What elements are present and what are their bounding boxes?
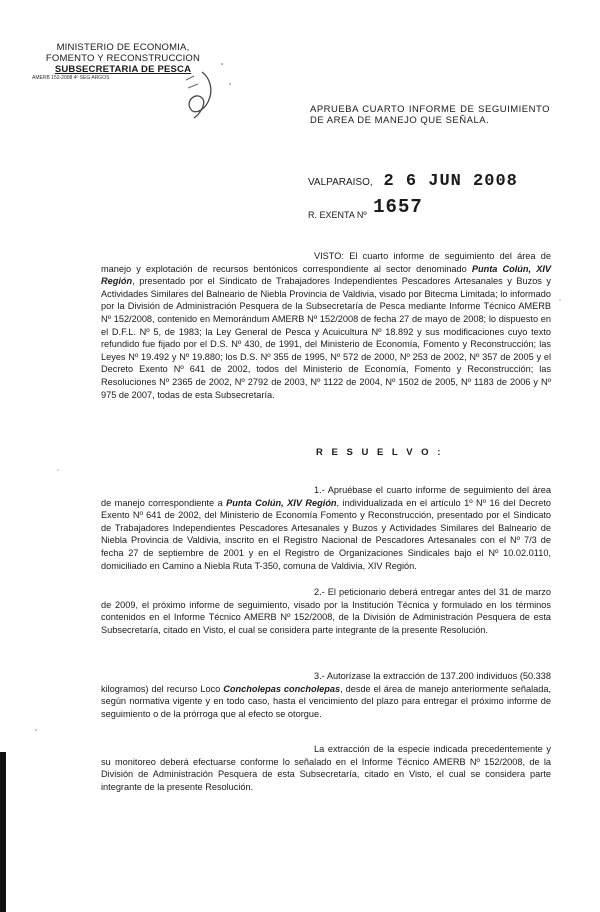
item-1-rest: , individualizada en el artículo 1º Nº 16 del Decreto Exento Nº 641 de 2002, del Ministerio de Economía Fomento y Reconstrucción, presentado por el Sindicato de Trabajadores Independientes Pescadores Artesanales y Buzos y Actividades Similares del Balneario de Niebla Provincia de Valdivia, inscrito en el Registro Nacional de Pescadores Artesanales con el Nº 7/3 de fecha 27 de septiembre de 2001 y en el Registro de Organizaciones Sindicales bajo el Nº 10.02.0110, domiciliado en Camino a Niebla Ruta T-350, comuna de Valdivia, XIV Región.	[101, 497, 552, 571]
item-1-place: Punta Colún, XIV Región	[226, 497, 337, 508]
item-3b-text: La extracción de la especie indicada precedentemente y su monitoreo deberá efectuarse conforme lo señalado en el Informe Técnico AMERB Nº 152/2008, de la División de Administración Pesquera de esta Subsecretaría, citado en Visto, el cual se considera parte integrante de la presente Resolución.	[101, 744, 551, 792]
date-place: VALPARAISO,	[308, 177, 373, 188]
ministry-line-1: MINISTERIO DE ECONOMIA,	[56, 42, 190, 53]
resolution-number-line	[308, 196, 423, 224]
visto-rest: , presentado por el Sindicato de Trabajadores Independientes Pescadores Artesanales y Buzos y Actividades Similares del Balneario de Niebla Provincia de Valdivia, visado por Bitecma Limitada; lo informado por la División de Administración Pesquera de la Subsecretaría de Pesca mediante Informe Técnico AMERB Nº 152/2008, contenido en Memorándum AMERB Nº 152/2008 de fecha 27 de mayo de 2008; lo dispuesto en el D.F.L. Nº 5, de 1983; la Ley General de Pesca y Acuicultura Nº 18.892 y sus modificaciones cuyo texto refundido fue fijado por el D.S. Nº 430, de 1991, del Ministerio de Economía, Fomento y Reconstrucción; las Leyes Nº 19.492 y Nº 19.880; los D.S. Nº 355 de 1995, Nº 572 de 2000, Nº 253 de 2002, Nº 357 de 2005 y el Decreto Exento Nº 641 de 2002, todos del Ministerio de Economía, Fomento y Reconstrucción; las Resoluciones Nº 2365 de 2002, Nº 2792 de 2003, Nº 1122 de 2004, Nº 1502 de 2005, Nº 1183 de 2006 y Nº 975 de 2007, todas de esta Subsecretaría.	[101, 276, 551, 400]
date-stamp: 2 6 JUN 2008	[383, 172, 518, 191]
date-line	[308, 172, 518, 191]
scan-edge-shadow	[0, 752, 6, 912]
ministry-line-2: FOMENTO Y RECONSTRUCCION	[45, 53, 201, 64]
resolution-label: R. EXENTA Nº	[308, 210, 367, 220]
reference-code: AMERB 152-2008 4º SEG ARGOS	[32, 75, 110, 81]
visto-paragraph	[101, 250, 551, 401]
subsecretaria-line: SUBSECRETARIA DE PESCA	[54, 64, 192, 75]
item-2-text: 2.- El peticionario deberá entregar antes del 31 de marzo de 2009, el próximo informe de seguimiento, visado por la Institución Técnica y formulado en los términos contenidos en el Informe Técnico AMERB Nº 152/2008, de la División de Administración Pesquera de esta Subsecretaría, citado en Visto, el cual se considera parte integrante de la presente Resolución.	[101, 587, 551, 635]
visto-place: Punta Colún, XIV Región	[101, 263, 552, 287]
resuelvo-heading: R E S U E L V O :	[316, 447, 444, 458]
resolution-subject: APRUEBA CUARTO INFORME DE SEGUIMIENTO DE AREA DE MANEJO QUE SEÑALA.	[310, 104, 550, 126]
item-3-lead: 3.- Autorízase la extracción de 137.200 individuos (50.338 kilogramos) del recurso Loco	[101, 671, 551, 694]
item-3-rest: , desde el área de manejo anteriormente señalada, según normativa vigente y en todo caso, hasta el vencimiento del plazo para entregar el próximo informe de seguimiento o de la prórroga que al efecto se otorgue.	[101, 683, 551, 719]
item-3-species: Concholepas concholepas	[223, 683, 341, 694]
visto-lead: VISTO: El cuarto informe de seguimiento del área de manejo y explotación de recursos bentónicos correspondiente al sector denominado	[101, 251, 551, 274]
item-1-paragraph	[101, 484, 551, 572]
signature-stamp-icon	[180, 68, 220, 122]
resolution-number: 1657	[373, 196, 423, 218]
item-3-paragraph	[101, 670, 551, 720]
item-3b-paragraph	[101, 743, 551, 793]
item-2-paragraph	[101, 586, 551, 636]
item-1-lead: 1.- Apruébase el cuarto informe de seguimiento del área de manejo correspondiente a	[101, 485, 551, 508]
